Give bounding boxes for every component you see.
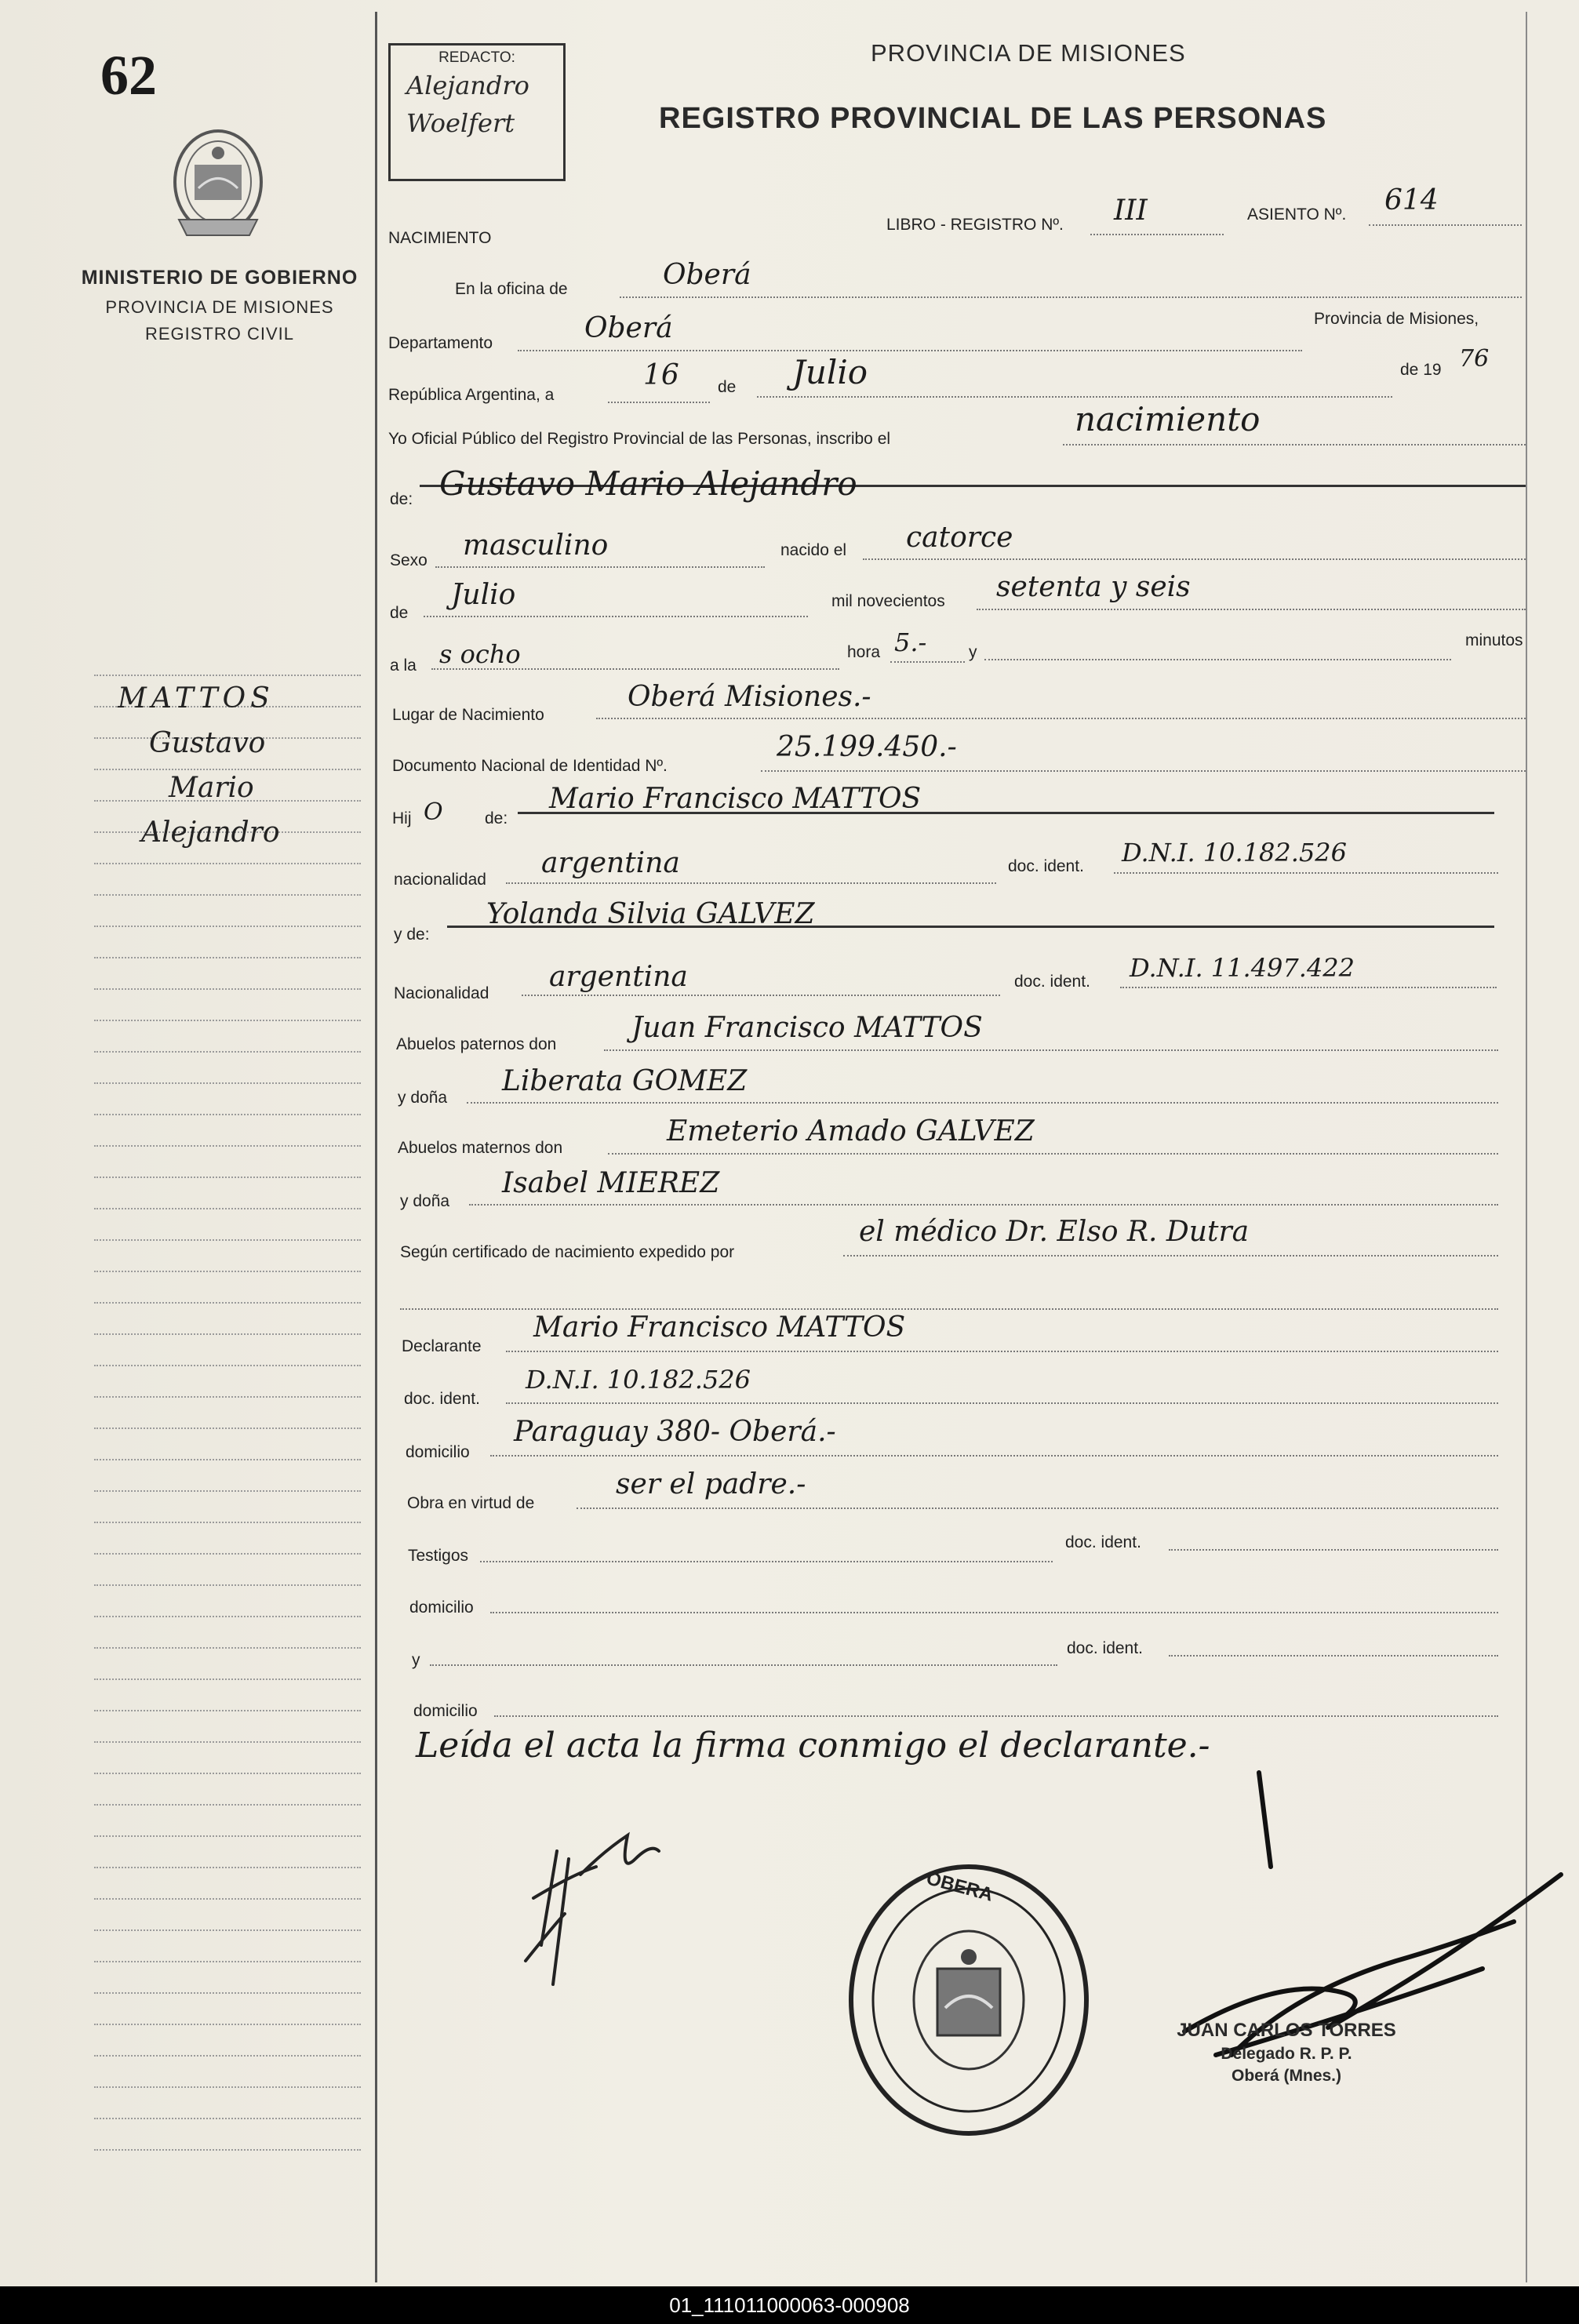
doc-ident4-label: doc. ident. (1065, 1533, 1141, 1551)
dni-value: 25.199.450.- (777, 731, 957, 763)
nacido-line (863, 558, 1526, 560)
redacto-name-2: Woelfert (406, 108, 515, 138)
oficina-label: En la oficina de (455, 280, 568, 298)
declarante-label: Declarante (402, 1337, 482, 1355)
minutos-label: minutos (1465, 631, 1523, 649)
nacido-value: catorce (906, 522, 1013, 554)
registry-title: REGISTRO PROVINCIAL DE LAS PERSONAS (659, 102, 1327, 135)
nacionalidad-madre-value: argentina (549, 961, 688, 993)
y2-line (430, 1664, 1057, 1666)
margin-name-1: Gustavo (149, 727, 266, 759)
footer-bar (0, 2286, 1579, 2324)
domicilio-value: Paraguay 380- Oberá.- (514, 1416, 836, 1448)
doc4-line (1169, 1549, 1498, 1551)
y2-label: y (412, 1651, 420, 1669)
domicilio2-label: domicilio (409, 1598, 474, 1617)
doc-ident1-label: doc. ident. (1008, 857, 1084, 875)
nacido-el-label: nacido el (780, 541, 847, 559)
hora-line (890, 661, 965, 663)
margin-name-2: Mario (169, 772, 254, 804)
anio-value: 76 (1459, 345, 1490, 373)
declarante-value: Mario Francisco MATTOS (533, 1311, 906, 1344)
sexo-line (435, 566, 765, 568)
abuelo-materno-line (608, 1153, 1498, 1155)
hora-value: 5.- (894, 627, 927, 657)
nacimiento-label: NACIMIENTO (388, 229, 492, 247)
departamento-line (518, 350, 1302, 351)
mes-value: Julio (792, 353, 868, 391)
abuela-materna-value: Isabel MIEREZ (502, 1167, 720, 1199)
folio-number: 62 (100, 44, 157, 107)
departamento-label: Departamento (388, 334, 493, 352)
oficina-value: Oberá (663, 259, 751, 291)
doc1-line (1114, 872, 1498, 874)
segun-label: Según certificado de nacimiento expedido por (400, 1243, 735, 1261)
libro-line (1090, 234, 1224, 235)
redacto-label: REDACTO: (438, 49, 515, 66)
abuelo-paterno-value: Juan Francisco MATTOS (631, 1012, 983, 1044)
abuela-materna-line (469, 1204, 1498, 1206)
provincia-de-label: Provincia de Misiones, (1314, 310, 1479, 328)
ministry-registry: REGISTRO CIVIL (144, 324, 295, 344)
testigos-label: Testigos (408, 1547, 469, 1565)
doc-ident3-label: doc. ident. (404, 1390, 480, 1408)
ministry-block (71, 267, 369, 344)
margin-ruled-lines (94, 675, 361, 2180)
abuelos-maternos-label: Abuelos maternos don (398, 1139, 563, 1157)
official-stamp-icon (843, 1859, 1094, 2141)
certificado-value: el médico Dr. Elso R. Dutra (859, 1216, 1250, 1248)
margin-name-3: Alejandro (141, 816, 280, 849)
de-anio-label: de 19 (1400, 361, 1442, 379)
hijo-de-label: de: (485, 809, 508, 827)
official-name: JUAN CARLOS TORRES (1177, 2020, 1396, 2041)
certificado-line (843, 1255, 1498, 1257)
sexo-label: Sexo (390, 551, 427, 569)
footer-id: 01_111011000063-000908 (669, 2293, 910, 2317)
province-heading: PROVINCIA DE MISIONES (871, 39, 1186, 67)
domicilio1-line (490, 1455, 1498, 1457)
ministry-name: MINISTERIO DE GOBIERNO (81, 267, 358, 289)
departamento-value: Oberá (584, 312, 673, 344)
libro-value: III (1114, 195, 1148, 227)
republica-label: República Argentina, a (388, 386, 555, 404)
official-block (1145, 2020, 1428, 2086)
domicilio3-label: domicilio (413, 1702, 478, 1720)
nacionalidad-padre-value: argentina (541, 847, 680, 879)
anio-letras-value: setenta y seis (996, 571, 1191, 603)
lugar-value: Oberá Misiones.- (628, 681, 871, 713)
documento-label: Documento Nacional de Identidad Nº. (392, 757, 668, 775)
dia-value: 16 (643, 359, 679, 391)
testigos-line (480, 1561, 1053, 1562)
nombre-label: de: (390, 490, 413, 508)
abuelo-paterno-line (604, 1049, 1498, 1051)
coat-of-arms-icon (163, 125, 273, 243)
declarante-line (506, 1351, 1498, 1352)
madre-value: Yolanda Silvia GALVEZ (486, 898, 815, 930)
official-role: Delegado R. P. P. (1221, 2045, 1352, 2063)
a-la-value: s ocho (439, 639, 521, 669)
doc5-line (1169, 1655, 1498, 1657)
doc-ident2-label: doc. ident. (1014, 973, 1090, 991)
anio-letras-line (977, 609, 1526, 610)
oficina-line (620, 296, 1522, 298)
obra-value: ser el padre.- (616, 1468, 806, 1500)
lugar-line (596, 718, 1526, 719)
inscribe-line (1063, 444, 1526, 446)
declarant-signature-icon (510, 1804, 714, 2008)
asiento-line (1369, 224, 1522, 226)
nacionalidad1-line (506, 882, 996, 884)
y-label: y (969, 643, 977, 661)
abuela-paterna-line (467, 1102, 1498, 1104)
hijo-label: Hij (392, 809, 412, 827)
doc3-line (506, 1402, 1498, 1404)
mes-nacido-value: Julio (451, 579, 516, 611)
hora-label: hora (847, 643, 881, 661)
mes-nacido-line (424, 616, 808, 617)
closing-statement: Leída el acta la firma conmigo el declarante.- (416, 1726, 1210, 1766)
doc-declarante-value: D.N.I. 10.182.526 (526, 1365, 751, 1395)
y-dona1-label: y doña (398, 1089, 448, 1107)
mes-line (757, 396, 1392, 398)
domicilio1-label: domicilio (406, 1443, 470, 1461)
obra-line (577, 1508, 1498, 1509)
mil-novecientos-label: mil novecientos (831, 592, 945, 610)
de-mes-label: de (390, 604, 409, 622)
inscribe-value: nacimiento (1075, 400, 1261, 438)
doc2-line (1120, 987, 1497, 988)
hijo-letter: O (424, 798, 443, 826)
redacto-box (388, 43, 566, 181)
nombre-value: Gustavo Mario Alejandro (439, 464, 857, 503)
padre-value: Mario Francisco MATTOS (549, 783, 922, 815)
abuelo-materno-value: Emeterio Amado GALVEZ (667, 1115, 1035, 1147)
domicilio2-line (490, 1612, 1498, 1613)
redacto-name-1: Alejandro (406, 71, 529, 100)
y-de-label: y de: (394, 926, 430, 944)
sexo-value: masculino (463, 529, 609, 562)
de-label: de (718, 378, 737, 396)
minutos-line (984, 659, 1451, 660)
domicilio3-line (494, 1715, 1498, 1717)
official-place: Oberá (Mnes.) (1231, 2067, 1342, 2085)
libro-label: LIBRO - REGISTRO Nº. (886, 216, 1064, 234)
ministry-province: PROVINCIA DE MISIONES (105, 297, 334, 317)
nacionalidad2-label: Nacionalidad (394, 984, 489, 1002)
margin-surname: MATTOS (118, 682, 275, 715)
asiento-label: ASIENTO Nº. (1247, 205, 1347, 224)
certificado-line-2 (400, 1308, 1498, 1310)
yo-oficial-label: Yo Oficial Público del Registro Provincial de las Personas, inscribo el (388, 430, 891, 448)
nacionalidad1-label: nacionalidad (394, 871, 486, 889)
margin-annotation (118, 682, 353, 861)
margin-rule (375, 12, 377, 2282)
asiento-value: 614 (1384, 184, 1439, 216)
doc-padre-value: D.N.I. 10.182.526 (1122, 838, 1348, 867)
abuela-paterna-value: Liberata GOMEZ (502, 1065, 748, 1097)
dia-line (608, 402, 710, 403)
doc-madre-value: D.N.I. 11.497.422 (1130, 953, 1355, 983)
documento-line (761, 770, 1526, 772)
doc-ident5-label: doc. ident. (1067, 1639, 1143, 1657)
lugar-label: Lugar de Nacimiento (392, 706, 544, 724)
stamp-city: OBERA (924, 1868, 995, 1906)
a-la-label: a la (390, 656, 417, 675)
obra-label: Obra en virtud de (407, 1494, 535, 1512)
abuelos-paternos-label: Abuelos paternos don (396, 1035, 557, 1053)
y-dona2-label: y doña (400, 1192, 450, 1210)
nacionalidad2-line (522, 995, 1000, 996)
